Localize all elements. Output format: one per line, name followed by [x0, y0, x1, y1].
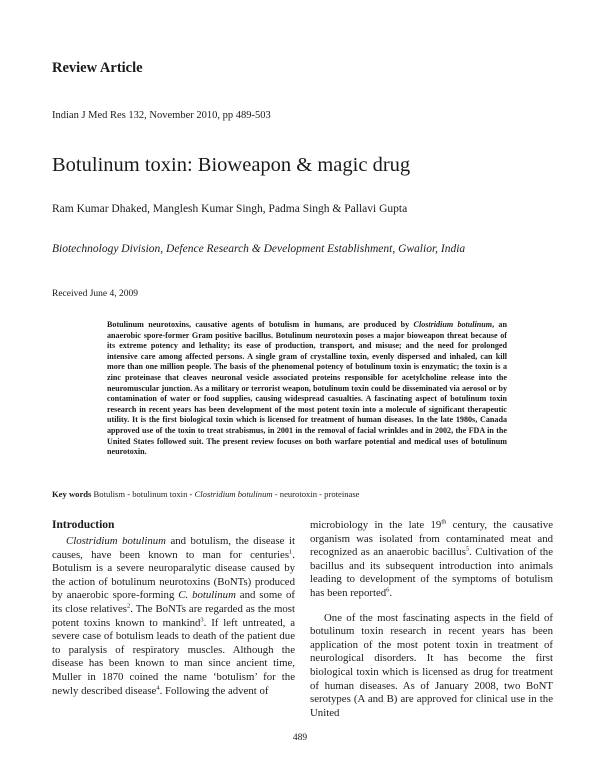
reference-marker: 2 — [126, 602, 131, 610]
reference-marker: 6 — [386, 586, 390, 594]
reference-marker: 4 — [156, 683, 160, 691]
abstract — [107, 320, 507, 458]
keywords-label: Key words — [52, 489, 92, 499]
body-paragraph: microbiology in the late 19th century, the causative organism was isolated from contaminated meat and recognized as an anaerobic bacillus$^5$. Cultivation of the bacillus and its subsequent introduction into animals leading to development of the symptoms of botulism has been reported$^6$. — [310, 518, 553, 599]
article-title: Botulinum toxin: Bioweapon & magic drug — [52, 154, 411, 176]
author-list: Ram Kumar Dhaked, Manglesh Kumar Singh, Padma Singh & Pallavi Gupta — [52, 203, 408, 215]
keywords-text: - neurotoxin - proteinase — [272, 489, 360, 499]
body-column-right — [310, 519, 553, 720]
organism-name: Clostridium botulinum — [66, 535, 166, 547]
keywords-organism: Clostridium botulinum — [194, 489, 273, 499]
organism-name: C. botulinum — [178, 589, 236, 602]
abstract-organism: Clostridium botulinum — [413, 320, 493, 329]
affiliation: Biotechnology Division, Defence Research & Development Establishment, Gwalior, India — [52, 243, 466, 255]
reference-marker: 1 — [289, 548, 293, 555]
keywords-text: Botulism - botulinum toxin - — [91, 489, 195, 499]
body-paragraph: Clostridium botulinum and botulism, the disease it causes, have been known to man for centuries$^1$. Botulism is a severe neuroparalytic disease caused by the action of botulinum neurotoxins (BoNTs) produced by anaerobic spore-forming C. botulinum and some of its close relatives$^2$. The BoNTs are regarded as the most potent toxins known to mankind$^3$. If left untreated, a severe case of botulism leads to death of the patient due to paralysis of respiratory muscles. Although the disease has been known to man since ancient time, Muller in 1870 coined the name ‘botulism’ for the newly described disease$^4$. Following the advent of — [52, 535, 296, 697]
section-label: Review Article — [52, 60, 143, 76]
abstract-text: , an anaerobic spore-former Gram positive bacillus. Botulinum neurotoxin poses a major bioweapon threat because of its extreme potency and lethality; its ease of production, transport, and misuse; and the need for prolonged intensive care among affected persons. A single gram of crystalline toxin, evenly dispersed and inhaled, can kill more than one million people. The basis of the phenomenal potency of botulinum toxin is enzymatic; the toxin is a zinc proteinase that cleaves neuronal vesicle associated proteins responsible for acetylcholine release into the neuromuscular junction. As a military or terrorist weapon, botulinum toxin could be disseminated via aerosol or by contamination of water or food supplies, causing widespread casualties. A fascinating aspect of botulinum toxin research in recent years has been development of the most potent toxin into a molecule of significant therapeutic utility. It is the first biological toxin which is licensed for treatment of human diseases. In the late 1980s, Canada approved use of the toxin to treat strabismus, in 2001 in the removal of facial wrinkles and in 2002, the FDA in the United States followed suit. The present review focuses on both warfare potential and medical uses of botulinum neurotoxin. — [107, 320, 507, 457]
body-column-left — [52, 535, 295, 698]
page-number: 489 — [292, 733, 308, 743]
journal-citation: Indian J Med Res 132, November 2010, pp 489-503 — [52, 110, 271, 121]
reference-marker: 5 — [465, 545, 470, 553]
keywords — [52, 489, 359, 499]
body-paragraph: One of the most fascinating aspects in the field of botulinum toxin research in recent years has been application of the most potent toxin in treatment of neurological disorders. It has become the first biological toxin which is licensed as drug for treatment of human diseases. As of January 2008, two BoNT serotypes (A and B) are approved for clinical use in the United — [310, 611, 553, 719]
section-heading-introduction: Introduction — [52, 519, 115, 531]
received-date: Received June 4, 2009 — [52, 289, 139, 299]
abstract-text: Botulinum neurotoxins, causative agents of botulism in humans, are produced by — [107, 320, 414, 329]
reference-marker: 3 — [200, 615, 204, 623]
